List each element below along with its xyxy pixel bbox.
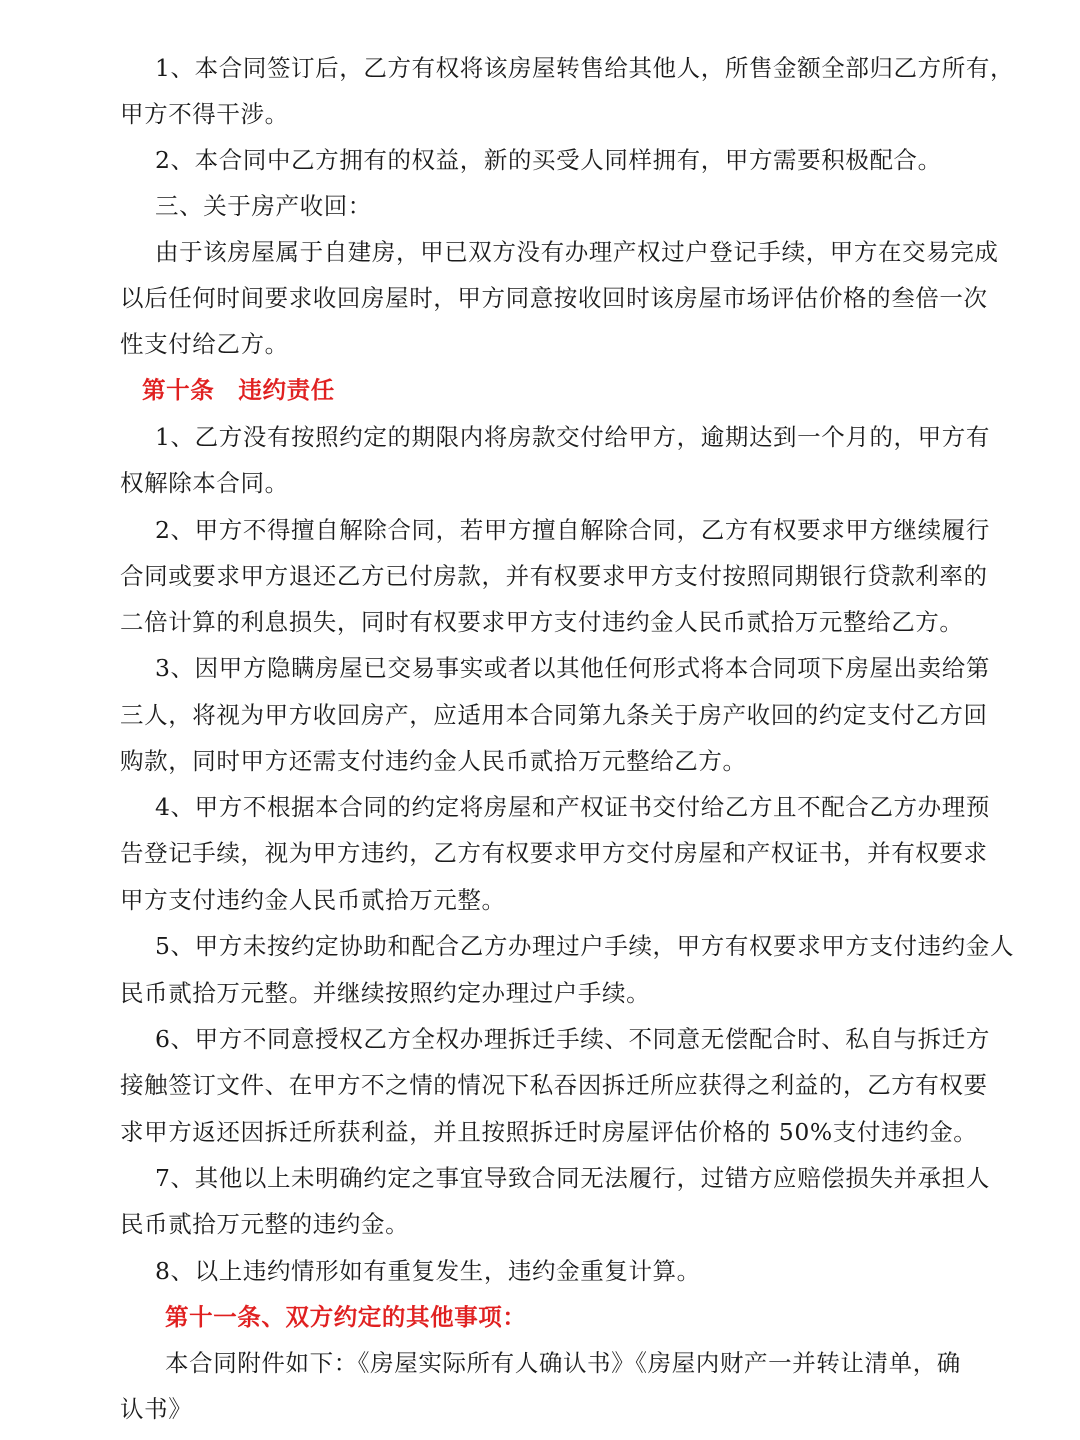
paragraph-line: 8、以上违约情形如有重复发生，违约金重复计算。 — [155, 1257, 701, 1285]
paragraph-line: 以后任何时间要求收回房屋时，甲方同意按收回时该房屋市场评估价格的叁倍一次 — [120, 284, 988, 312]
article-11-heading: 第十一条、双方约定的其他事项： — [165, 1303, 527, 1331]
paragraph-line: 2、本合同中乙方拥有的权益，新的买受人同样拥有，甲方需要积极配合。 — [155, 146, 942, 174]
paragraph-line: 5、甲方未按约定协助和配合乙方办理过户手续，甲方有权要求甲方支付违约金人 — [155, 932, 1015, 960]
paragraph-line: 合同或要求甲方退还乙方已付房款，并有权要求甲方支付按照同期银行贷款利率的 — [120, 562, 988, 590]
article-10-heading: 第十条 违约责任 — [142, 376, 335, 404]
paragraph-line: 购款，同时甲方还需支付违约金人民币贰拾万元整给乙方。 — [120, 747, 747, 775]
paragraph-line: 甲方不得干涉。 — [120, 100, 289, 128]
paragraph-line: 甲方支付违约金人民币贰拾万元整。 — [120, 886, 506, 914]
paragraph-line: 告登记手续，视为甲方违约，乙方有权要求甲方交付房屋和产权证书，并有权要求 — [120, 839, 988, 867]
paragraph-line: 求甲方返还因拆迁所获利益，并且按照拆迁时房屋评估价格的 50%支付违约金。 — [120, 1118, 978, 1146]
paragraph-line: 认书》 — [120, 1395, 193, 1423]
paragraph-line: 1、乙方没有按照约定的期限内将房款交付给甲方，逾期达到一个月的，甲方有 — [155, 423, 990, 451]
section-subheading: 三、关于房产收回： — [155, 192, 372, 220]
paragraph-line: 7、其他以上未明确约定之事宜导致合同无法履行，过错方应赔偿损失并承担人 — [155, 1164, 990, 1192]
paragraph-line: 权解除本合同。 — [120, 469, 289, 497]
paragraph-line: 6、甲方不同意授权乙方全权办理拆迁手续、不同意无偿配合时、私自与拆迁方 — [155, 1025, 990, 1053]
paragraph-line: 3、因甲方隐瞒房屋已交易事实或者以其他任何形式将本合同项下房屋出卖给第 — [155, 654, 990, 682]
paragraph-line: 4、甲方不根据本合同的约定将房屋和产权证书交付给乙方且不配合乙方办理预 — [155, 793, 990, 821]
paragraph-line: 2、甲方不得擅自解除合同，若甲方擅自解除合同，乙方有权要求甲方继续履行 — [155, 516, 990, 544]
paragraph-line: 由于该房屋属于自建房，甲已双方没有办理产权过户登记手续，甲方在交易完成 — [155, 238, 999, 266]
paragraph-line: 接触签订文件、在甲方不之情的情况下私吞因拆迁所应获得之利益的，乙方有权要 — [120, 1071, 988, 1099]
paragraph-line: 性支付给乙方。 — [120, 330, 289, 358]
paragraph-line: 三人，将视为甲方收回房产，应适用本合同第九条关于房产收回的约定支付乙方回 — [120, 701, 988, 729]
paragraph-line: 民币贰拾万元整的违约金。 — [120, 1210, 410, 1238]
paragraph-line: 1、本合同签订后，乙方有权将该房屋转售给其他人，所售金额全部归乙方所有， — [155, 54, 1015, 82]
paragraph-line: 民币贰拾万元整。并继续按照约定办理过户手续。 — [120, 979, 651, 1007]
paragraph-line: 本合同附件如下：《房屋实际所有人确认书》《房屋内财产一并转让清单，确 — [165, 1349, 961, 1377]
paragraph-line: 二倍计算的利息损失，同时有权要求甲方支付违约金人民币贰拾万元整给乙方。 — [120, 608, 964, 636]
